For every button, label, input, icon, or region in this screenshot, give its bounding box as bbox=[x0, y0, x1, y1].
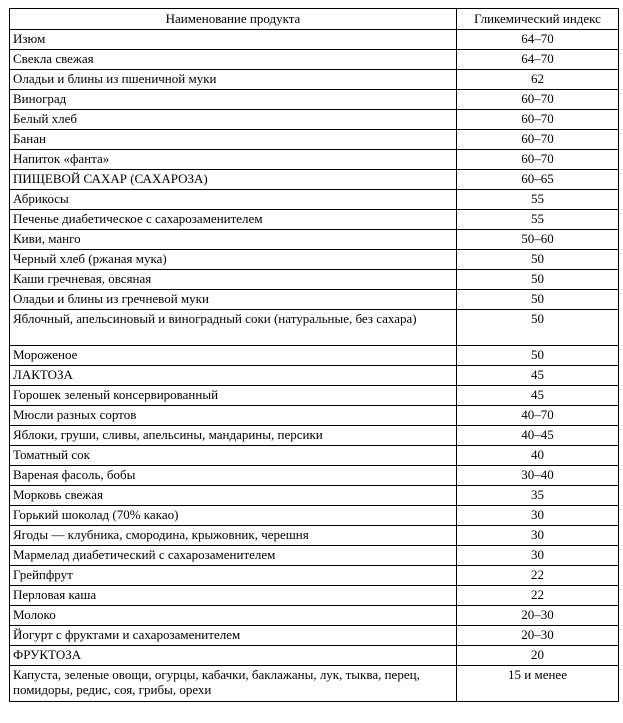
product-name-cell: Печенье диабетическое с сахарозаменителем bbox=[10, 210, 457, 230]
glycemic-index-cell: 64–70 bbox=[457, 30, 619, 50]
product-name-cell: Морковь свежая bbox=[10, 486, 457, 506]
table-row bbox=[10, 70, 619, 90]
table-row bbox=[10, 506, 619, 526]
glycemic-index-cell: 30 bbox=[457, 526, 619, 546]
product-name-cell: Киви, манго bbox=[10, 230, 457, 250]
glycemic-index-cell: 50 bbox=[457, 310, 619, 346]
table-row bbox=[10, 270, 619, 290]
product-name-cell: Оладьи и блины из гречневой муки bbox=[10, 290, 457, 310]
glycemic-index-cell: 50 bbox=[457, 290, 619, 310]
product-name-cell: Абрикосы bbox=[10, 190, 457, 210]
product-name-cell: Перловая каша bbox=[10, 586, 457, 606]
product-name-cell: Горький шоколад (70% какао) bbox=[10, 506, 457, 526]
glycemic-index-cell: 30 bbox=[457, 546, 619, 566]
table-row bbox=[10, 230, 619, 250]
table-header-row bbox=[10, 9, 619, 30]
glycemic-index-cell: 62 bbox=[457, 70, 619, 90]
glycemic-index-cell: 40 bbox=[457, 446, 619, 466]
glycemic-index-cell: 60–70 bbox=[457, 150, 619, 170]
table-row bbox=[10, 366, 619, 386]
table-row bbox=[10, 290, 619, 310]
table-row bbox=[10, 566, 619, 586]
glycemic-index-cell: 50 bbox=[457, 346, 619, 366]
table-row bbox=[10, 130, 619, 150]
glycemic-index-table bbox=[9, 8, 619, 702]
product-name-cell: Каши гречневая, овсяная bbox=[10, 270, 457, 290]
glycemic-index-cell: 60–65 bbox=[457, 170, 619, 190]
glycemic-index-cell: 45 bbox=[457, 386, 619, 406]
glycemic-index-cell: 45 bbox=[457, 366, 619, 386]
table-row bbox=[10, 546, 619, 566]
glycemic-index-cell: 15 и менее bbox=[457, 666, 619, 702]
table-row bbox=[10, 606, 619, 626]
table-row bbox=[10, 170, 619, 190]
product-name-cell: Яблоки, груши, сливы, апельсины, мандарины, персики bbox=[10, 426, 457, 446]
glycemic-index-cell: 60–70 bbox=[457, 110, 619, 130]
product-name-cell: Оладьи и блины из пшеничной муки bbox=[10, 70, 457, 90]
table-row bbox=[10, 190, 619, 210]
glycemic-index-cell: 64–70 bbox=[457, 50, 619, 70]
product-name-cell: Мороженое bbox=[10, 346, 457, 366]
table-row bbox=[10, 466, 619, 486]
product-name-cell: Белый хлеб bbox=[10, 110, 457, 130]
product-name-cell: Мармелад диабетический с сахарозаменителем bbox=[10, 546, 457, 566]
table-row bbox=[10, 386, 619, 406]
glycemic-index-cell: 20–30 bbox=[457, 626, 619, 646]
product-name-cell: ФРУКТОЗА bbox=[10, 646, 457, 666]
product-name-cell: Томатный сок bbox=[10, 446, 457, 466]
header-glycemic-index: Гликемический индекс bbox=[457, 9, 619, 30]
table-row bbox=[10, 90, 619, 110]
product-name-cell: Черный хлеб (ржаная мука) bbox=[10, 250, 457, 270]
product-name-cell: Напиток «фанта» bbox=[10, 150, 457, 170]
table-row bbox=[10, 526, 619, 546]
product-name-cell: Мюсли разных сортов bbox=[10, 406, 457, 426]
glycemic-index-cell: 50 bbox=[457, 250, 619, 270]
glycemic-index-cell: 55 bbox=[457, 210, 619, 230]
product-name-cell: ЛАКТОЗА bbox=[10, 366, 457, 386]
glycemic-index-cell: 55 bbox=[457, 190, 619, 210]
glycemic-index-cell: 60–70 bbox=[457, 130, 619, 150]
product-name-cell: Вареная фасоль, бобы bbox=[10, 466, 457, 486]
table-row bbox=[10, 626, 619, 646]
glycemic-index-cell: 20 bbox=[457, 646, 619, 666]
table-row bbox=[10, 250, 619, 270]
table-row bbox=[10, 586, 619, 606]
table-body bbox=[10, 30, 619, 702]
product-name-cell: Изюм bbox=[10, 30, 457, 50]
product-name-cell: Яблочный, апельсиновый и виноградный соки (натуральные, без сахара) bbox=[10, 310, 457, 346]
table-row bbox=[10, 486, 619, 506]
glycemic-index-cell: 22 bbox=[457, 586, 619, 606]
product-name-cell: ПИЩЕВОЙ САХАР (САХАРОЗА) bbox=[10, 170, 457, 190]
glycemic-index-cell: 40–45 bbox=[457, 426, 619, 446]
glycemic-index-cell: 50–60 bbox=[457, 230, 619, 250]
table-row bbox=[10, 406, 619, 426]
product-name-cell: Грейпфрут bbox=[10, 566, 457, 586]
table-row bbox=[10, 210, 619, 230]
glycemic-index-cell: 30–40 bbox=[457, 466, 619, 486]
table-row bbox=[10, 646, 619, 666]
table-row bbox=[10, 110, 619, 130]
glycemic-index-cell: 30 bbox=[457, 506, 619, 526]
glycemic-index-cell: 22 bbox=[457, 566, 619, 586]
product-name-cell: Виноград bbox=[10, 90, 457, 110]
product-name-cell: Банан bbox=[10, 130, 457, 150]
product-name-cell: Ягоды — клубника, смородина, крыжовник, черешня bbox=[10, 526, 457, 546]
table-row bbox=[10, 310, 619, 346]
table-row bbox=[10, 30, 619, 50]
table-row bbox=[10, 666, 619, 702]
glycemic-index-cell: 35 bbox=[457, 486, 619, 506]
product-name-cell: Горошек зеленый консервированный bbox=[10, 386, 457, 406]
table-row bbox=[10, 426, 619, 446]
header-product-name: Наименование продукта bbox=[10, 9, 457, 30]
glycemic-index-cell: 40–70 bbox=[457, 406, 619, 426]
product-name-cell: Йогурт с фруктами и сахарозаменителем bbox=[10, 626, 457, 646]
product-name-cell: Молоко bbox=[10, 606, 457, 626]
glycemic-index-cell: 50 bbox=[457, 270, 619, 290]
table-row bbox=[10, 150, 619, 170]
product-name-cell: Капуста, зеленые овощи, огурцы, кабачки, баклажаны, лук, тыква, перец, помидоры, редис, соя, грибы, орехи bbox=[10, 666, 457, 702]
product-name-cell: Свекла свежая bbox=[10, 50, 457, 70]
table-row bbox=[10, 446, 619, 466]
table-row bbox=[10, 50, 619, 70]
glycemic-index-cell: 60–70 bbox=[457, 90, 619, 110]
table-row bbox=[10, 346, 619, 366]
glycemic-index-cell: 20–30 bbox=[457, 606, 619, 626]
